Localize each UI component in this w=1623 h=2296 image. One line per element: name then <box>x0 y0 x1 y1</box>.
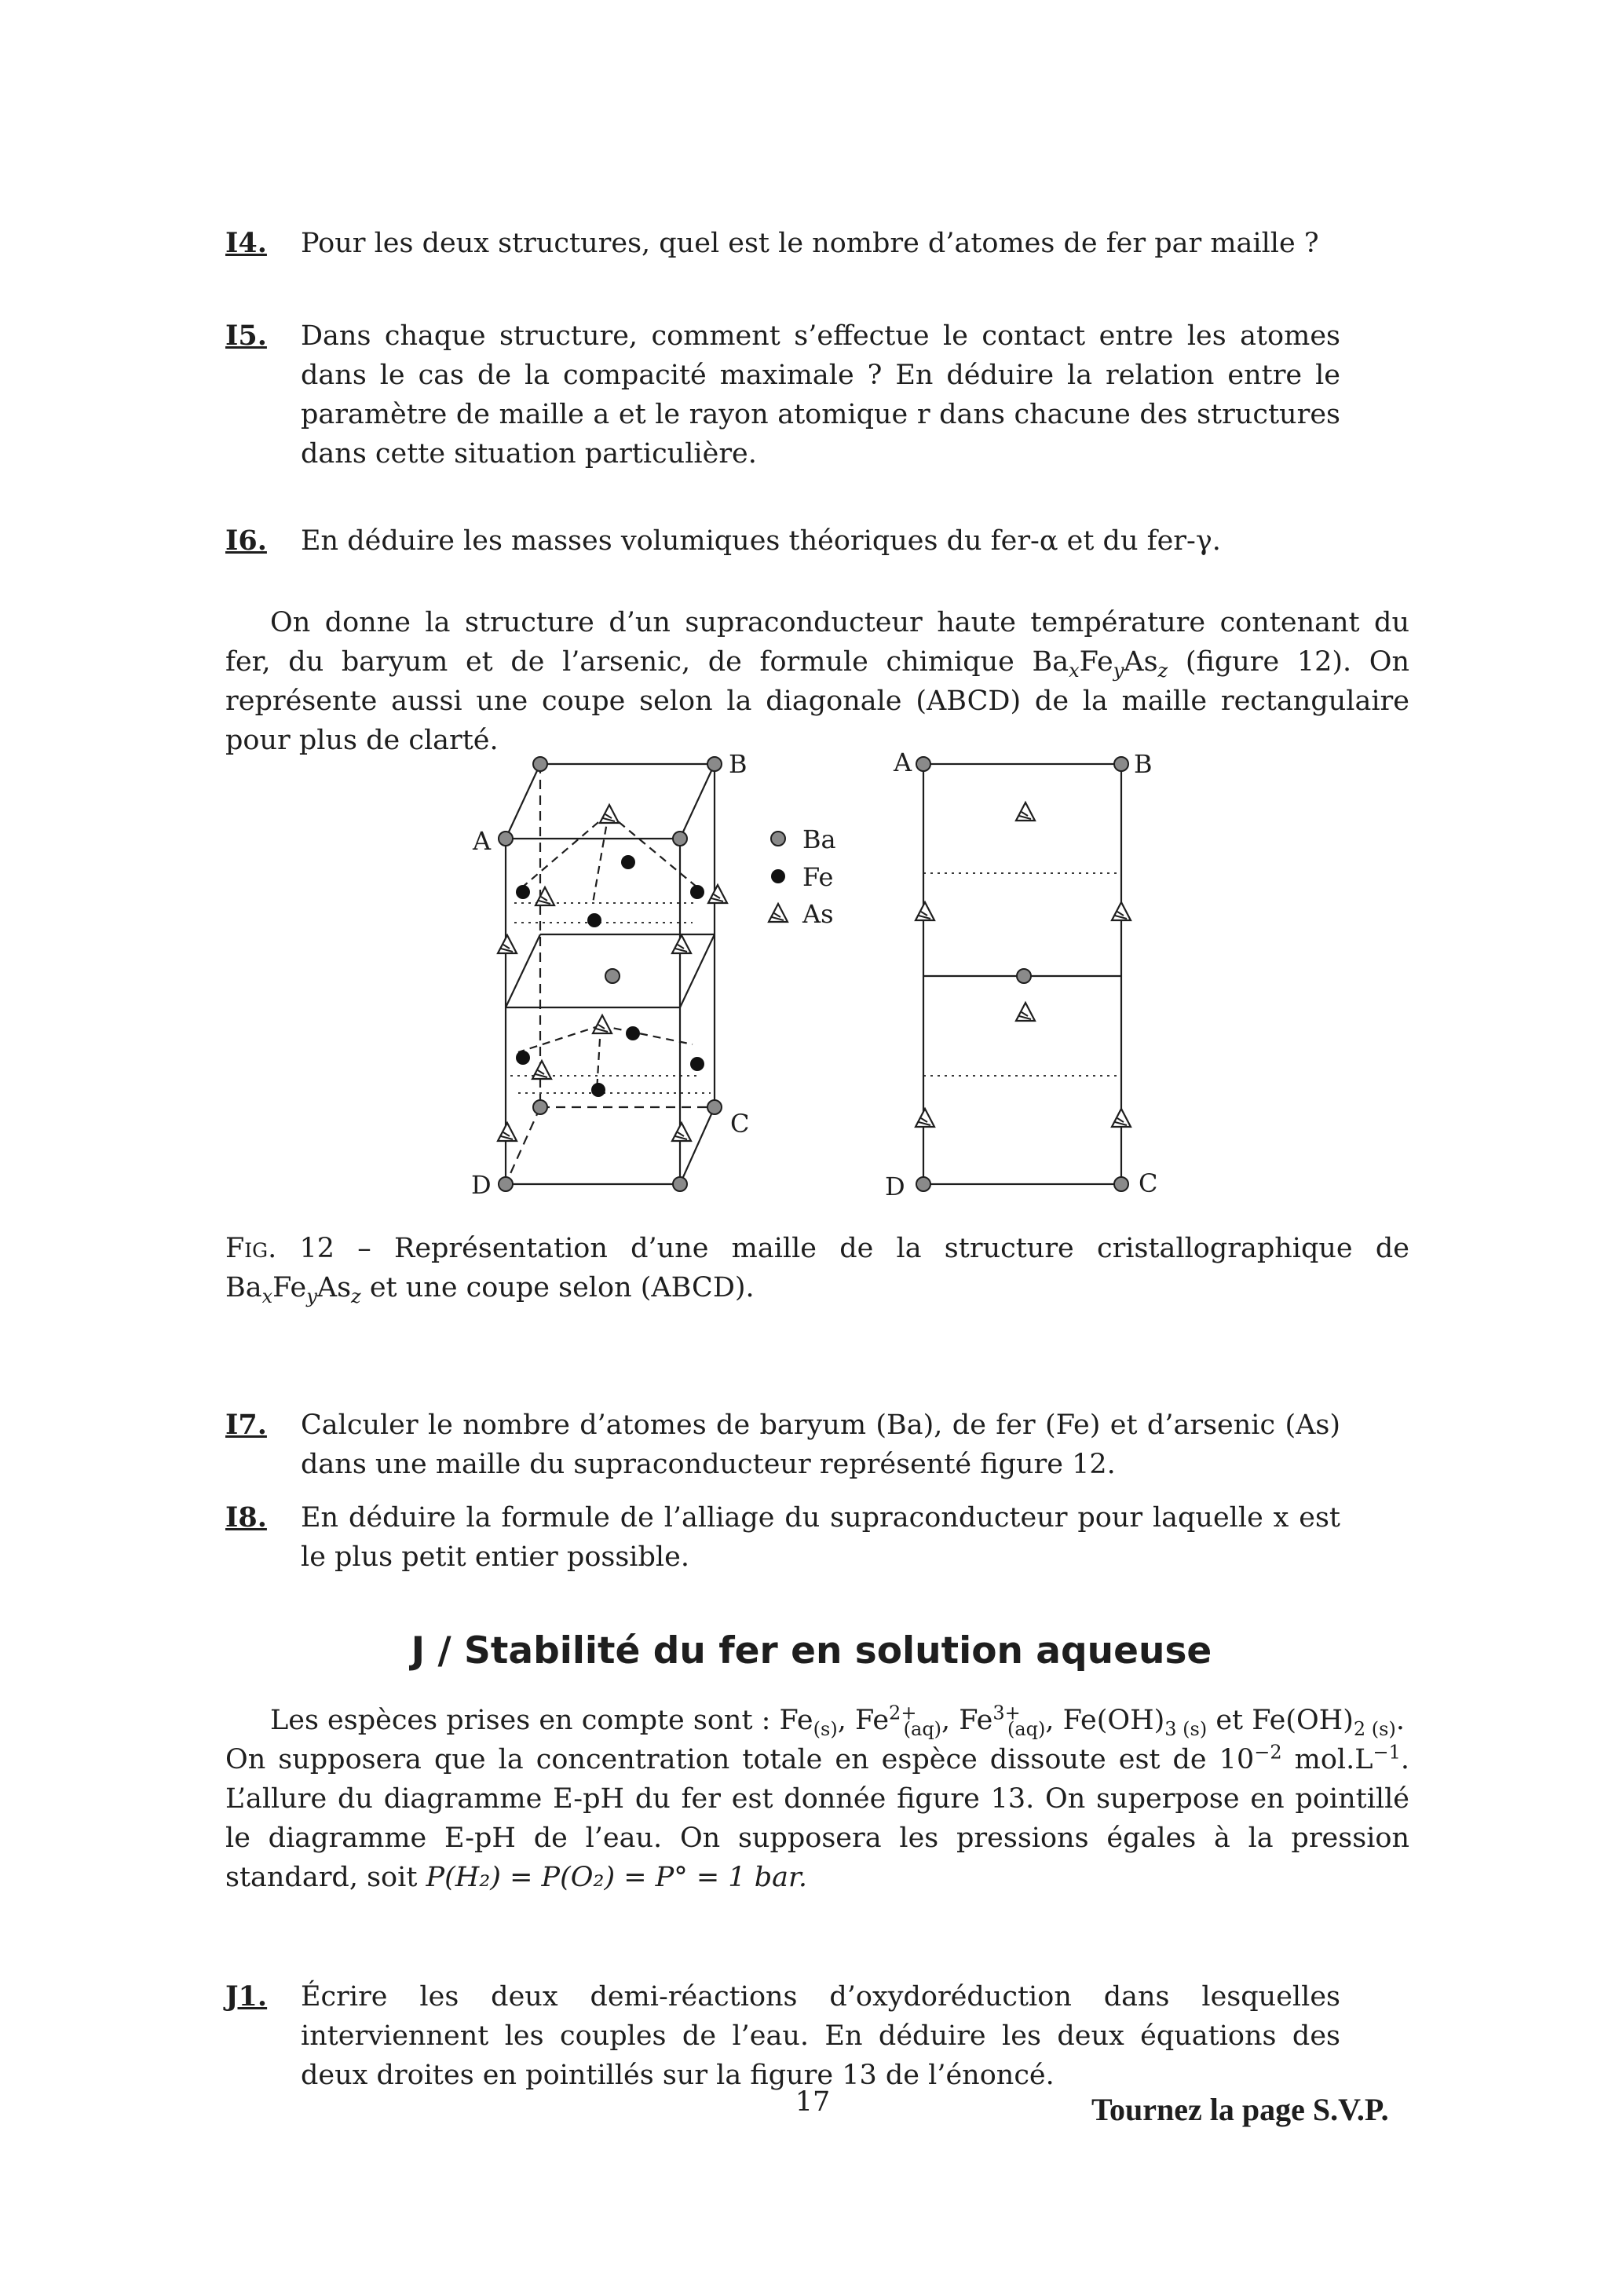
species-intro: Les espèces prises en compte sont : Fe <box>270 1705 813 1736</box>
label-a-3d: A <box>473 826 492 856</box>
caption-text: – Représentation d’une maille de la structure cristallographique de <box>357 1233 1409 1264</box>
legend <box>769 824 836 929</box>
question-text: En déduire la formule de l’alliage du supraconducteur pour laquelle x est le plus petit entier possible. <box>301 1502 1340 1573</box>
label-b-3d: B <box>729 749 748 779</box>
label-c-cut: C <box>1139 1168 1158 1198</box>
question-number: I5. <box>225 320 267 352</box>
legend-fe: Fe <box>802 862 834 892</box>
question-number: I6. <box>225 525 267 557</box>
question-text: Écrire les deux demi-réactions d’oxydoréduction dans lesquelles interviennent les couples de l’eau. En déduire les deux équations des deux droites en pointillés sur la figure 13 de l’énoncé. <box>301 1981 1340 2091</box>
question-text: Calculer le nombre d’atomes de baryum (Ba), de fer (Fe) et d’arsenic (As) dans une maille du supraconducteur représenté figure 12. <box>301 1409 1340 1480</box>
intro-paragraph: On donne la structure d’un supraconducteur haute température contenant du fer, du baryum et de l’arsenic, de formule chimique $Ba_xFe_yAs_z$ (figure 12). On représente aussi une coupe selon la diagonale (ABCD) de la maille rectangulaire pour plus de clarté. <box>225 607 1409 756</box>
question-i7 <box>225 1406 1340 1484</box>
question-number: I7. <box>225 1409 267 1441</box>
figure-caption: Fig. 12 – Représentation d’une maille de la structure cristallographique de $Ba_xFe_yAs_z$ et une coupe selon (ABCD). <box>225 1233 1409 1307</box>
question-j1 <box>225 1977 1340 2095</box>
section-ba-atoms <box>916 757 1128 1191</box>
question-number: I4. <box>225 227 267 259</box>
question-i4 <box>225 224 1340 263</box>
section-as-atoms <box>916 803 1131 1127</box>
label-b-cut: B <box>1134 749 1153 779</box>
caption-number: 12 <box>299 1233 335 1264</box>
figure-12-crystal-structure <box>440 734 1241 1205</box>
turn-page-note: Tournez la page S.V.P. <box>1091 2092 1389 2127</box>
intro-part1: On donne la structure d’un supraconducteur haute température contenant du fer, du baryum et de l’arsenic, de formule chimique Ba <box>225 607 1409 678</box>
intro-part2: (figure 12). On représente aussi une coupe selon la diagonale (ABCD) de la maille rectangulaire pour plus de clarté. <box>225 646 1409 756</box>
page-number: 17 <box>795 2086 831 2118</box>
section-title: J / Stabilité du fer en solution aqueuse <box>411 1629 1212 1673</box>
question-i8 <box>225 1498 1340 1577</box>
label-d-cut: D <box>885 1172 905 1201</box>
label-a-cut: A <box>894 748 912 777</box>
question-text: Pour les deux structures, quel est le nombre d’atomes de fer par maille ? <box>301 228 1319 259</box>
pressure-formula: P(H₂) = P(O₂) = P° = 1 bar. <box>426 1862 807 1893</box>
question-i5 <box>225 316 1340 473</box>
caption-end: et une coupe selon (ABCD). <box>369 1272 755 1303</box>
question-number: I8. <box>225 1501 267 1534</box>
legend-as: As <box>802 899 834 929</box>
question-text: Dans chaque structure, comment s’effectue le contact entre les atomes dans le cas de la compacité maximale ? En déduire la relation entre le paramètre de maille a et le rayon atomique r dans chacune des structures dans cette situation particulière. <box>301 320 1340 470</box>
label-c-3d: C <box>730 1109 750 1139</box>
label-d-3d: D <box>471 1170 492 1200</box>
legend-ba: Ba <box>802 824 836 854</box>
question-text: En déduire les masses volumiques théoriques du fer-α et du fer-γ. <box>301 525 1221 557</box>
question-number: J1. <box>225 1980 268 2013</box>
concentration-text: On supposera que la concentration totale en espèce dissoute est de 10 <box>225 1744 1255 1775</box>
section-paragraph: Les espèces prises en compte sont : $Fe_{(s)}$, $Fe^{2+}_{(aq)}$, $Fe^{3+}_{(aq)}$, $Fe(OH)_{3 (s)}$ et $Fe(OH)_{2 (s)}$. On supposera que la concentration totale en espèce dissoute est de $10^{-2}$ $mol.L^{-1}$. L’allure du diagramme E-pH du fer est donnée figure 13. On superpose en pointillé le diagramme E-pH de l’eau. On supposera les pressions égales à la pression standard, soit P(H₂) = P(O₂) = P° = 1 bar. <box>225 1702 1409 1893</box>
diagram-text: L’allure du diagramme E-pH du fer est donnée figure 13. On superpose en pointillé le diagramme E-pH de l’eau. On supposera les pressions égales à la pression standard, soit <box>225 1783 1409 1893</box>
question-i6 <box>225 521 1340 561</box>
caption-prefix: Fig. <box>225 1233 277 1264</box>
